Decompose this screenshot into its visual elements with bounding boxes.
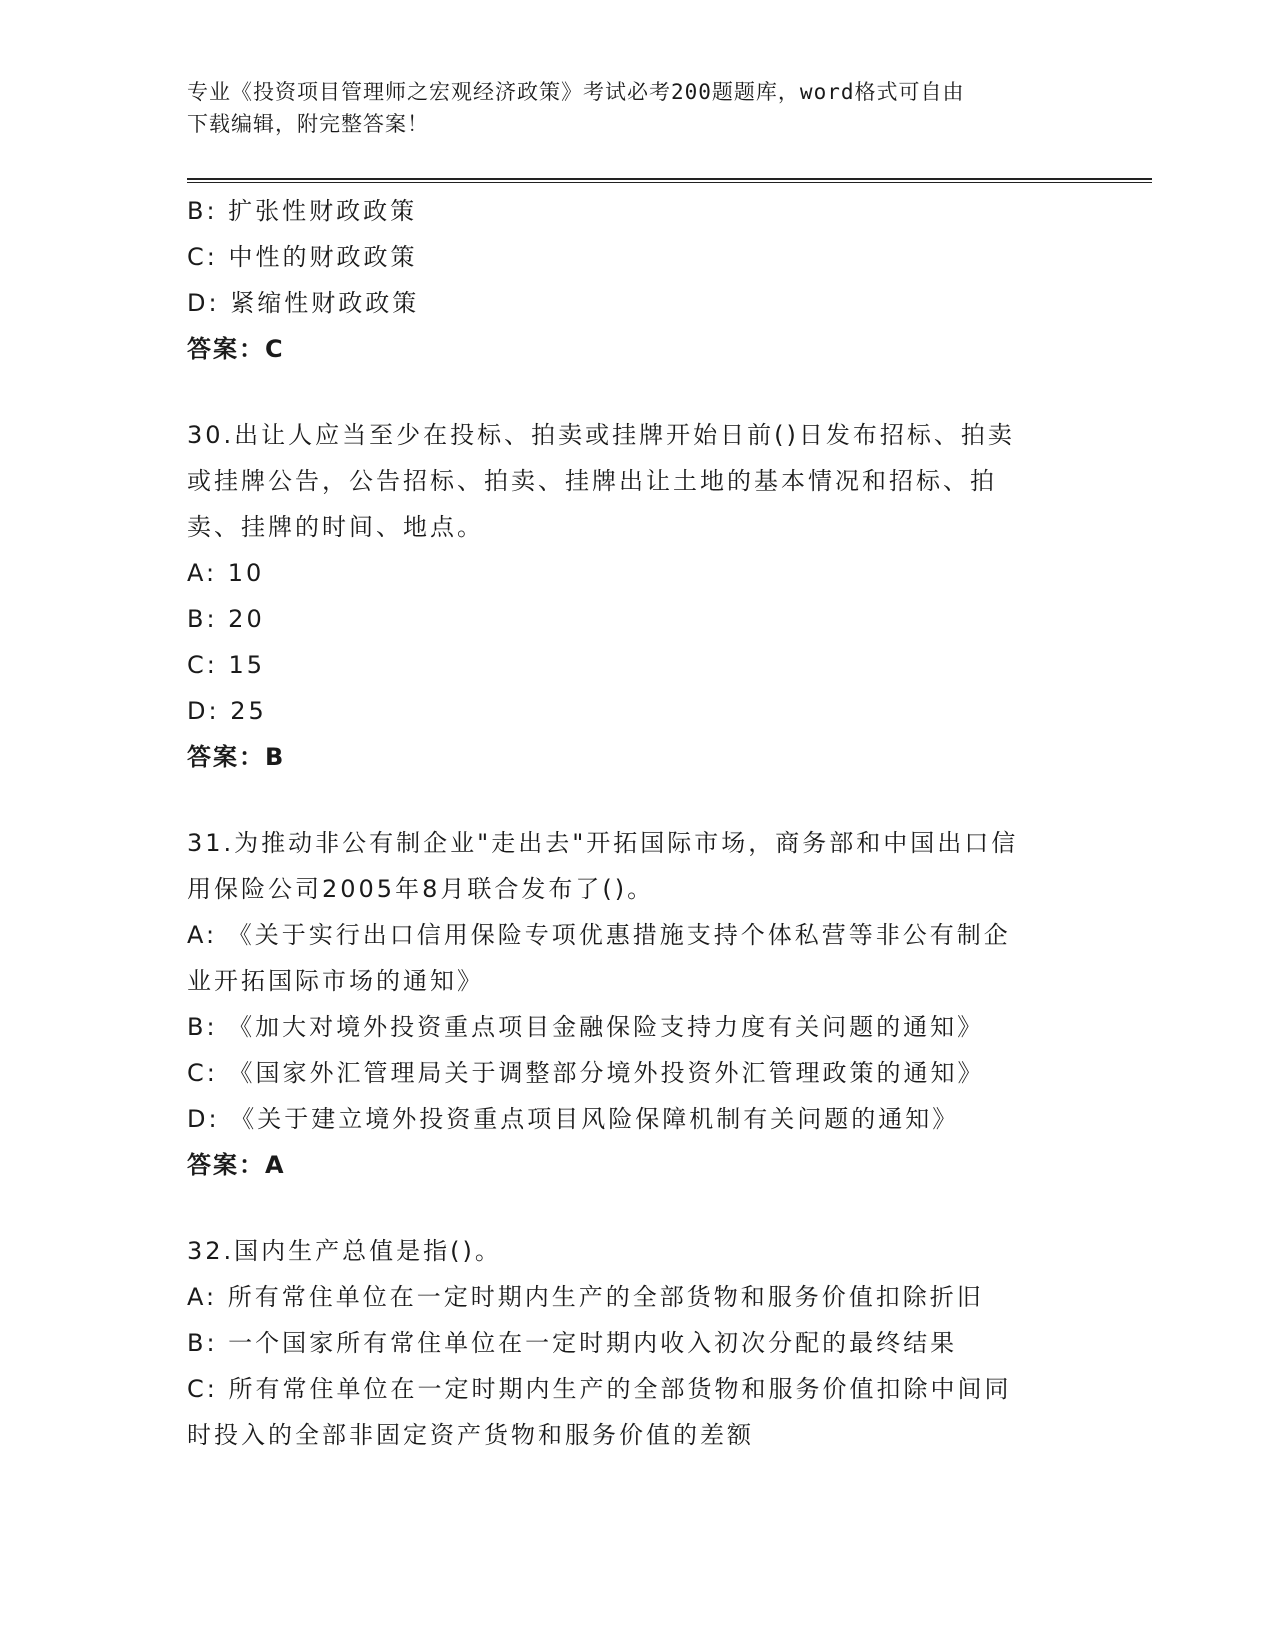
header-divider: [187, 178, 1152, 180]
question-29-tail: [187, 188, 1077, 372]
question-text: 卖、挂牌的时间、地点。: [187, 513, 484, 541]
option-d: D: 紧缩性财政政策: [187, 289, 420, 317]
answer-value: B: [265, 743, 286, 771]
question-30: [187, 412, 1077, 780]
option-b: B: 20: [187, 605, 265, 633]
document-body: [187, 188, 1077, 1458]
option-c-cont: 时投入的全部非固定资产货物和服务价值的差额: [187, 1421, 754, 1449]
question-text: 32.国内生产总值是指()。: [187, 1237, 502, 1265]
answer-value: A: [265, 1151, 286, 1179]
document-header: [187, 76, 1067, 140]
option-a: A: 所有常住单位在一定时期内生产的全部货物和服务价值扣除折旧: [187, 1283, 984, 1311]
header-divider-thin: [187, 182, 1152, 183]
header-line-2: 下载编辑，附完整答案！: [187, 112, 429, 136]
question-31: [187, 820, 1077, 1188]
option-a: A: 10: [187, 559, 265, 587]
answer-line: [187, 326, 1077, 372]
option-b: B: 《加大对境外投资重点项目金融保险支持力度有关问题的通知》: [187, 1013, 985, 1041]
answer-label: 答案：: [187, 335, 265, 363]
answer-value: C: [265, 335, 285, 363]
option-d: D: 25: [187, 697, 267, 725]
option-b: B: 扩张性财政政策: [187, 197, 418, 225]
answer-line: [187, 734, 1077, 780]
question-32: [187, 1228, 1077, 1458]
question-text: 30.出让人应当至少在投标、拍卖或挂牌开始日前()日发布招标、拍卖: [187, 421, 1015, 449]
question-text: 31.为推动非公有制企业"走出去"开拓国际市场，商务部和中国出口信: [187, 829, 1019, 857]
option-c: C: 15: [187, 651, 266, 679]
option-c: C: 中性的财政政策: [187, 243, 418, 271]
option-a: A: 《关于实行出口信用保险专项优惠措施支持个体私营等非公有制企: [187, 921, 1011, 949]
option-c: C: 《国家外汇管理局关于调整部分境外投资外汇管理政策的通知》: [187, 1059, 985, 1087]
option-a-cont: 业开拓国际市场的通知》: [187, 967, 484, 995]
answer-label: 答案：: [187, 743, 265, 771]
question-text: 用保险公司2005年8月联合发布了()。: [187, 875, 655, 903]
answer-line: [187, 1142, 1077, 1188]
option-d: D: 《关于建立境外投资重点项目风险保障机制有关问题的通知》: [187, 1105, 960, 1133]
option-c: C: 所有常住单位在一定时期内生产的全部货物和服务价值扣除中间同: [187, 1375, 1012, 1403]
question-text: 或挂牌公告，公告招标、拍卖、挂牌出让土地的基本情况和招标、拍: [187, 467, 997, 495]
header-line-1: 专业《投资项目管理师之宏观经济政策》考试必考200题题库，word格式可自由: [187, 80, 965, 104]
answer-label: 答案：: [187, 1151, 265, 1179]
option-b: B: 一个国家所有常住单位在一定时期内收入初次分配的最终结果: [187, 1329, 958, 1357]
